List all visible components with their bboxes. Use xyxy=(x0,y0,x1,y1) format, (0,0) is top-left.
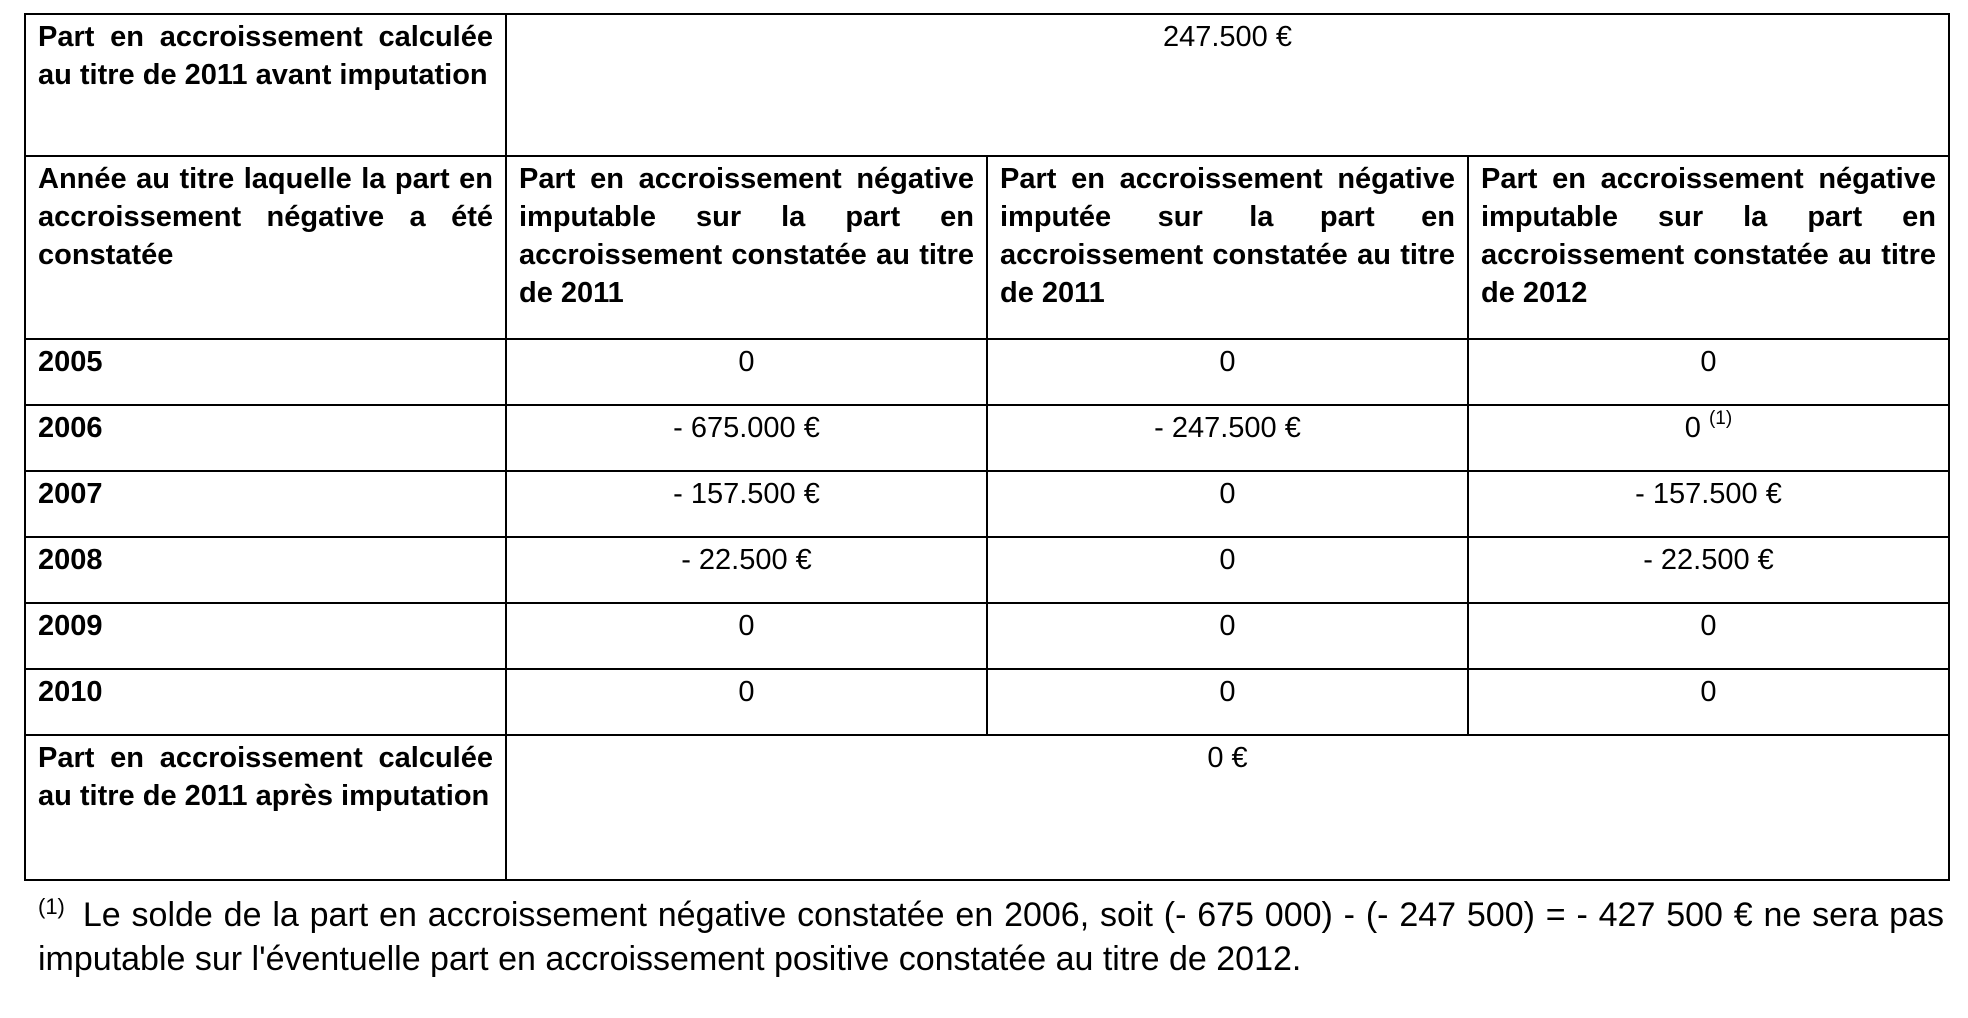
imputable-2011-cell: 0 xyxy=(506,603,987,669)
column-header-imputed-2011: Part en accroissement négative imputée sur la part en accroissement constatée au titre de 2011 xyxy=(987,156,1468,339)
imputable-2012-cell xyxy=(1468,339,1949,405)
table-header-row xyxy=(25,156,1949,339)
column-header-imputable-2012: Part en accroissement négative imputable sur la part en accroissement constatée au titre de 2012 xyxy=(1468,156,1949,339)
imputed-2011-cell: - 247.500 € xyxy=(987,405,1468,471)
before-imputation-value: 247.500 € xyxy=(506,14,1949,156)
year-cell: 2007 xyxy=(25,471,506,537)
year-cell: 2005 xyxy=(25,339,506,405)
after-imputation-label: Part en accroissement calculée au titre de 2011 après imputation xyxy=(25,735,506,880)
imputed-2011-cell: 0 xyxy=(987,339,1468,405)
imputable-2012-value: - 22.500 € xyxy=(1643,544,1774,576)
column-header-imputable-2011: Part en accroissement négative imputable sur la part en accroissement constatée au titre de 2011 xyxy=(506,156,987,339)
table-row-before-imputation xyxy=(25,14,1949,156)
table-row xyxy=(25,537,1949,603)
imputable-2012-value: 0 xyxy=(1684,412,1701,444)
imputed-2011-cell: 0 xyxy=(987,669,1468,735)
imputable-2012-value: 0 xyxy=(1700,346,1717,378)
imputation-table xyxy=(24,13,1950,881)
table-row xyxy=(25,339,1949,405)
year-cell: 2008 xyxy=(25,537,506,603)
year-cell: 2010 xyxy=(25,669,506,735)
imputable-2012-value: - 157.500 € xyxy=(1635,478,1782,510)
imputable-2011-cell: - 675.000 € xyxy=(506,405,987,471)
footnote-reference: (1) xyxy=(1708,408,1733,430)
imputable-2012-cell xyxy=(1468,405,1949,471)
imputable-2012-value: 0 xyxy=(1700,610,1717,642)
before-imputation-label: Part en accroissement calculée au titre de 2011 avant imputation xyxy=(25,14,506,156)
footnote-mark: (1) xyxy=(38,893,65,919)
table-row xyxy=(25,471,1949,537)
year-cell: 2009 xyxy=(25,603,506,669)
imputable-2012-value: 0 xyxy=(1700,676,1717,708)
footnote-text: Le solde de la part en accroissement négative constatée en 2006, soit (- 675 000) - (- 247 500) = - 427 500 € ne sera pas imputable sur l'éventuelle part en accroissement positive constatée au titre de 2012. xyxy=(38,896,1944,978)
imputable-2011-cell: 0 xyxy=(506,339,987,405)
imputable-2012-cell xyxy=(1468,537,1949,603)
footnote xyxy=(38,893,1944,981)
imputed-2011-cell: 0 xyxy=(987,603,1468,669)
table-row-after-imputation xyxy=(25,735,1949,880)
table-row xyxy=(25,603,1949,669)
imputed-2011-cell: 0 xyxy=(987,471,1468,537)
table-row xyxy=(25,669,1949,735)
after-imputation-value: 0 € xyxy=(506,735,1949,880)
imputable-2012-cell xyxy=(1468,471,1949,537)
imputable-2012-cell xyxy=(1468,669,1949,735)
imputable-2012-cell xyxy=(1468,603,1949,669)
imputable-2011-cell: 0 xyxy=(506,669,987,735)
year-cell: 2006 xyxy=(25,405,506,471)
column-header-year: Année au titre laquelle la part en accroissement négative a été constatée xyxy=(25,156,506,339)
table-row xyxy=(25,405,1949,471)
imputed-2011-cell: 0 xyxy=(987,537,1468,603)
imputable-2011-cell: - 157.500 € xyxy=(506,471,987,537)
imputable-2011-cell: - 22.500 € xyxy=(506,537,987,603)
